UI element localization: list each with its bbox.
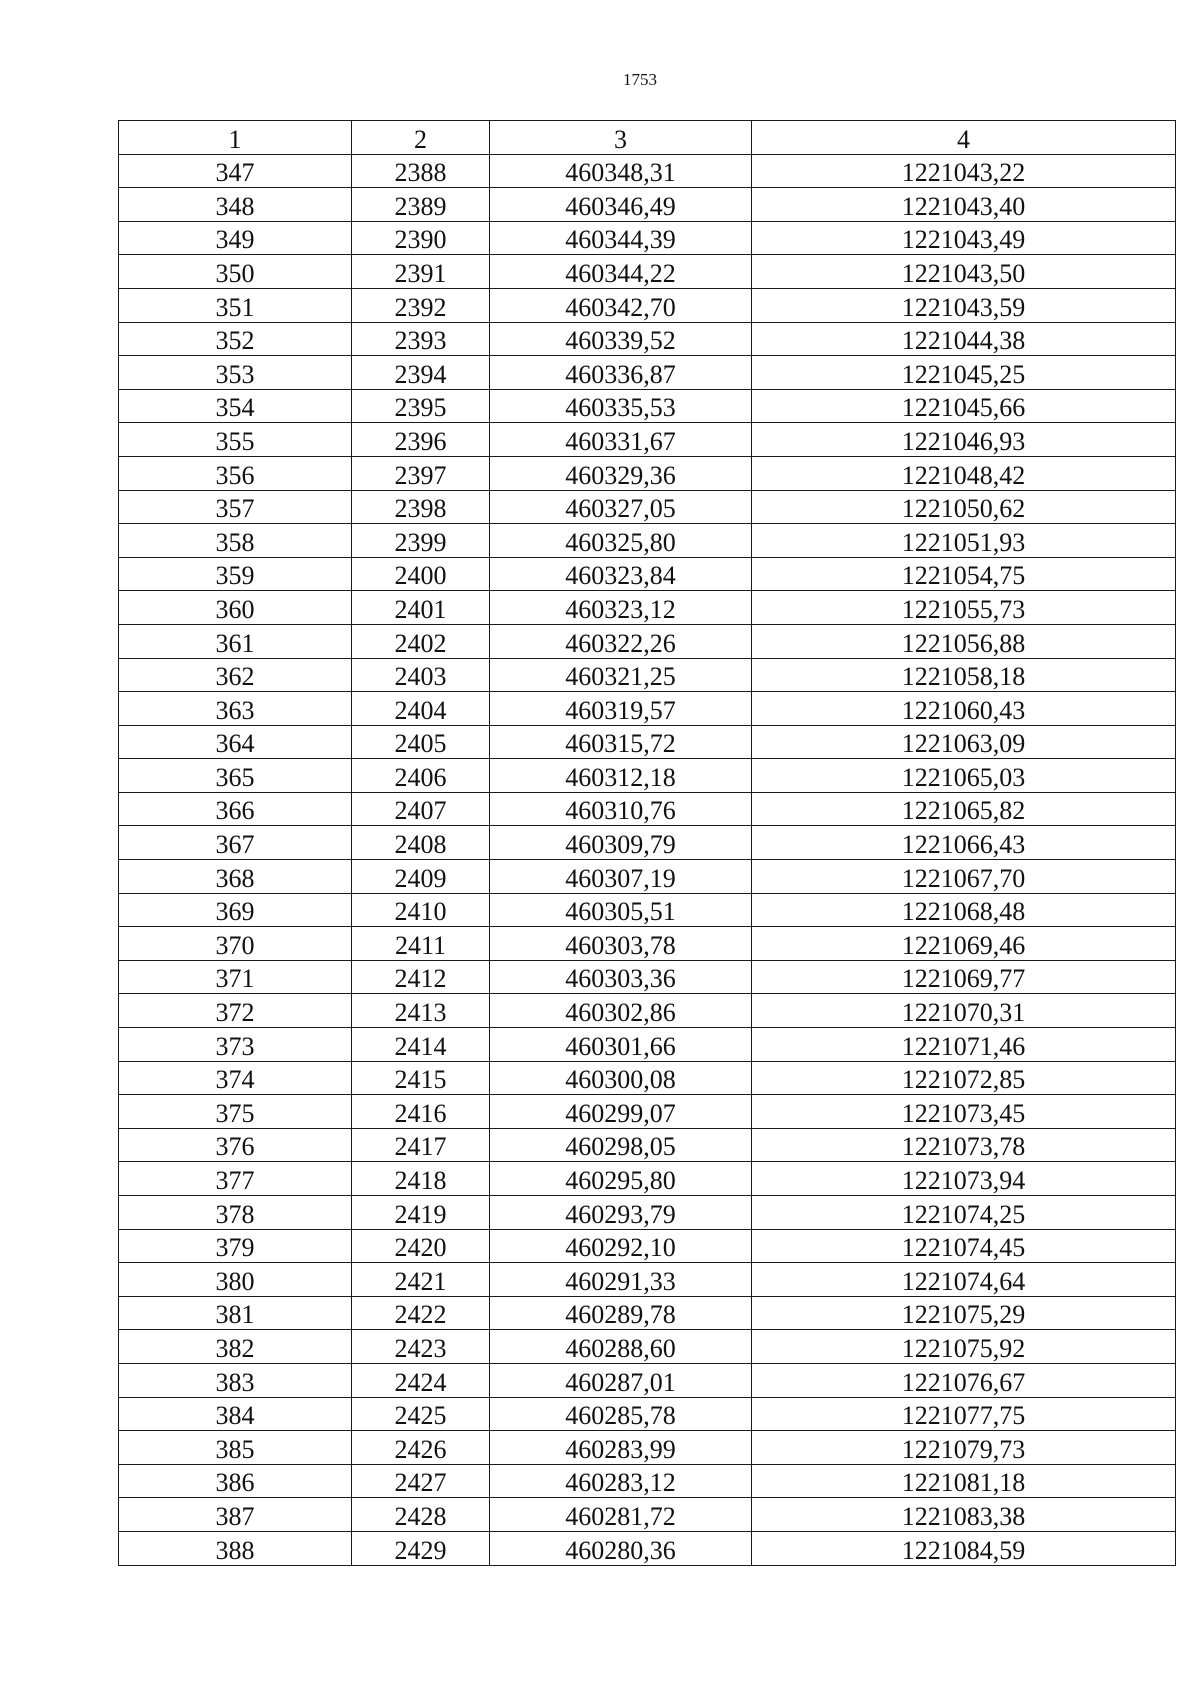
table-row — [119, 255, 1176, 289]
point-number-cell: 369 — [119, 893, 352, 927]
column-header-4: 4 — [752, 121, 1176, 155]
point-number-cell: 375 — [119, 1095, 352, 1129]
point-id-cell: 2392 — [352, 288, 490, 322]
coordinate-x-cell: 460336,87 — [490, 356, 752, 390]
coordinate-x-cell: 460301,66 — [490, 1028, 752, 1062]
point-number-cell: 377 — [119, 1162, 352, 1196]
coordinate-x-cell: 460302,86 — [490, 994, 752, 1028]
coordinate-x-cell: 460283,12 — [490, 1464, 752, 1498]
table-row — [119, 893, 1176, 927]
table-row — [119, 692, 1176, 726]
point-id-cell: 2425 — [352, 1397, 490, 1431]
coordinate-x-cell: 460346,49 — [490, 188, 752, 222]
point-number-cell: 384 — [119, 1397, 352, 1431]
point-number-cell: 347 — [119, 154, 352, 188]
table-row — [119, 658, 1176, 692]
table-row — [119, 456, 1176, 490]
point-number-cell: 353 — [119, 356, 352, 390]
coordinate-y-cell: 1221045,25 — [752, 356, 1176, 390]
coordinate-x-cell: 460295,80 — [490, 1162, 752, 1196]
coordinate-x-cell: 460339,52 — [490, 322, 752, 356]
coordinate-y-cell: 1221043,22 — [752, 154, 1176, 188]
table-row — [119, 1431, 1176, 1465]
point-number-cell: 368 — [119, 860, 352, 894]
coordinate-x-cell: 460327,05 — [490, 490, 752, 524]
coordinate-y-cell: 1221065,82 — [752, 792, 1176, 826]
point-number-cell: 376 — [119, 1128, 352, 1162]
point-id-cell: 2388 — [352, 154, 490, 188]
coordinate-x-cell: 460283,99 — [490, 1431, 752, 1465]
coordinate-y-cell: 1221060,43 — [752, 692, 1176, 726]
page-number: 1753 — [623, 70, 657, 89]
point-number-cell: 352 — [119, 322, 352, 356]
point-number-cell: 386 — [119, 1464, 352, 1498]
point-number-cell: 367 — [119, 826, 352, 860]
table-body — [119, 154, 1176, 1565]
table-row — [119, 1363, 1176, 1397]
table-row — [119, 826, 1176, 860]
coordinates-table — [118, 120, 1176, 1566]
point-number-cell: 348 — [119, 188, 352, 222]
coordinate-x-cell: 460287,01 — [490, 1363, 752, 1397]
coordinate-y-cell: 1221043,59 — [752, 288, 1176, 322]
point-id-cell: 2407 — [352, 792, 490, 826]
table-row — [119, 288, 1176, 322]
coordinate-y-cell: 1221055,73 — [752, 591, 1176, 625]
point-number-cell: 374 — [119, 1061, 352, 1095]
table-header-row — [119, 121, 1176, 155]
table-row — [119, 1296, 1176, 1330]
table-row — [119, 322, 1176, 356]
coordinate-y-cell: 1221081,18 — [752, 1464, 1176, 1498]
coordinate-x-cell: 460323,84 — [490, 557, 752, 591]
table-row — [119, 490, 1176, 524]
coordinate-y-cell: 1221073,45 — [752, 1095, 1176, 1129]
point-number-cell: 370 — [119, 927, 352, 961]
coordinate-y-cell: 1221076,67 — [752, 1363, 1176, 1397]
table-header — [119, 121, 1176, 155]
coordinate-y-cell: 1221051,93 — [752, 524, 1176, 558]
point-id-cell: 2424 — [352, 1363, 490, 1397]
point-number-cell: 382 — [119, 1330, 352, 1364]
table-row — [119, 1028, 1176, 1062]
coordinate-y-cell: 1221073,78 — [752, 1128, 1176, 1162]
coordinate-y-cell: 1221043,50 — [752, 255, 1176, 289]
table-row — [119, 188, 1176, 222]
point-number-cell: 378 — [119, 1196, 352, 1230]
coordinate-y-cell: 1221045,66 — [752, 389, 1176, 423]
point-id-cell: 2393 — [352, 322, 490, 356]
coordinate-y-cell: 1221044,38 — [752, 322, 1176, 356]
coordinate-x-cell: 460280,36 — [490, 1531, 752, 1565]
point-number-cell: 357 — [119, 490, 352, 524]
point-id-cell: 2423 — [352, 1330, 490, 1364]
coordinate-x-cell: 460285,78 — [490, 1397, 752, 1431]
point-id-cell: 2408 — [352, 826, 490, 860]
point-id-cell: 2406 — [352, 759, 490, 793]
coordinate-y-cell: 1221063,09 — [752, 725, 1176, 759]
table-row — [119, 960, 1176, 994]
point-id-cell: 2411 — [352, 927, 490, 961]
point-id-cell: 2391 — [352, 255, 490, 289]
point-number-cell: 373 — [119, 1028, 352, 1062]
column-header-2: 2 — [352, 121, 490, 155]
coordinate-x-cell: 460309,79 — [490, 826, 752, 860]
coordinate-y-cell: 1221048,42 — [752, 456, 1176, 490]
point-number-cell: 379 — [119, 1229, 352, 1263]
coordinate-x-cell: 460300,08 — [490, 1061, 752, 1095]
point-number-cell: 380 — [119, 1263, 352, 1297]
point-number-cell: 351 — [119, 288, 352, 322]
table-row — [119, 356, 1176, 390]
table-row — [119, 624, 1176, 658]
point-id-cell: 2390 — [352, 221, 490, 255]
point-number-cell: 383 — [119, 1363, 352, 1397]
table-row — [119, 792, 1176, 826]
coordinate-y-cell: 1221043,49 — [752, 221, 1176, 255]
coordinate-y-cell: 1221075,92 — [752, 1330, 1176, 1364]
coordinate-y-cell: 1221074,45 — [752, 1229, 1176, 1263]
point-number-cell: 385 — [119, 1431, 352, 1465]
point-id-cell: 2421 — [352, 1263, 490, 1297]
point-id-cell: 2412 — [352, 960, 490, 994]
point-number-cell: 350 — [119, 255, 352, 289]
coordinate-x-cell: 460305,51 — [490, 893, 752, 927]
point-number-cell: 362 — [119, 658, 352, 692]
table-row — [119, 557, 1176, 591]
point-number-cell: 364 — [119, 725, 352, 759]
point-number-cell: 371 — [119, 960, 352, 994]
table-row — [119, 524, 1176, 558]
point-id-cell: 2417 — [352, 1128, 490, 1162]
coordinate-x-cell: 460303,36 — [490, 960, 752, 994]
point-id-cell: 2415 — [352, 1061, 490, 1095]
coordinate-x-cell: 460303,78 — [490, 927, 752, 961]
point-number-cell: 363 — [119, 692, 352, 726]
point-id-cell: 2389 — [352, 188, 490, 222]
point-id-cell: 2402 — [352, 624, 490, 658]
table-row — [119, 1330, 1176, 1364]
coordinate-y-cell: 1221068,48 — [752, 893, 1176, 927]
point-id-cell: 2404 — [352, 692, 490, 726]
point-id-cell: 2410 — [352, 893, 490, 927]
coordinate-y-cell: 1221069,46 — [752, 927, 1176, 961]
point-id-cell: 2420 — [352, 1229, 490, 1263]
coordinate-x-cell: 460299,07 — [490, 1095, 752, 1129]
point-id-cell: 2418 — [352, 1162, 490, 1196]
coordinate-y-cell: 1221074,64 — [752, 1263, 1176, 1297]
coordinate-x-cell: 460323,12 — [490, 591, 752, 625]
coordinate-y-cell: 1221056,88 — [752, 624, 1176, 658]
coordinate-y-cell: 1221066,43 — [752, 826, 1176, 860]
point-number-cell: 366 — [119, 792, 352, 826]
coordinate-y-cell: 1221071,46 — [752, 1028, 1176, 1062]
coordinate-y-cell: 1221065,03 — [752, 759, 1176, 793]
point-number-cell: 361 — [119, 624, 352, 658]
table-row — [119, 1263, 1176, 1297]
table-row — [119, 759, 1176, 793]
point-id-cell: 2428 — [352, 1498, 490, 1532]
coordinate-y-cell: 1221054,75 — [752, 557, 1176, 591]
coordinate-y-cell: 1221072,85 — [752, 1061, 1176, 1095]
table-row — [119, 389, 1176, 423]
coordinate-x-cell: 460312,18 — [490, 759, 752, 793]
table-row — [119, 154, 1176, 188]
table-row — [119, 221, 1176, 255]
table-row — [119, 994, 1176, 1028]
point-id-cell: 2427 — [352, 1464, 490, 1498]
coordinate-x-cell: 460289,78 — [490, 1296, 752, 1330]
point-id-cell: 2394 — [352, 356, 490, 390]
point-id-cell: 2416 — [352, 1095, 490, 1129]
coordinate-y-cell: 1221073,94 — [752, 1162, 1176, 1196]
coordinate-x-cell: 460307,19 — [490, 860, 752, 894]
point-number-cell: 360 — [119, 591, 352, 625]
table-row — [119, 1162, 1176, 1196]
table-row — [119, 1061, 1176, 1095]
coordinate-x-cell: 460329,36 — [490, 456, 752, 490]
point-number-cell: 365 — [119, 759, 352, 793]
point-number-cell: 388 — [119, 1531, 352, 1565]
coordinate-x-cell: 460322,26 — [490, 624, 752, 658]
table-row — [119, 1397, 1176, 1431]
point-id-cell: 2429 — [352, 1531, 490, 1565]
coordinate-y-cell: 1221043,40 — [752, 188, 1176, 222]
table-row — [119, 927, 1176, 961]
coordinate-x-cell: 460348,31 — [490, 154, 752, 188]
coordinate-x-cell: 460281,72 — [490, 1498, 752, 1532]
coordinate-y-cell: 1221046,93 — [752, 423, 1176, 457]
coordinate-x-cell: 460315,72 — [490, 725, 752, 759]
coordinate-x-cell: 460298,05 — [490, 1128, 752, 1162]
point-id-cell: 2405 — [352, 725, 490, 759]
table-row — [119, 1531, 1176, 1565]
table-row — [119, 860, 1176, 894]
point-number-cell: 355 — [119, 423, 352, 457]
point-number-cell: 387 — [119, 1498, 352, 1532]
column-header-1: 1 — [119, 121, 352, 155]
coordinate-y-cell: 1221083,38 — [752, 1498, 1176, 1532]
coordinate-x-cell: 460292,10 — [490, 1229, 752, 1263]
point-id-cell: 2398 — [352, 490, 490, 524]
table-row — [119, 1095, 1176, 1129]
point-number-cell: 358 — [119, 524, 352, 558]
point-id-cell: 2403 — [352, 658, 490, 692]
column-header-3: 3 — [490, 121, 752, 155]
coordinate-y-cell: 1221075,29 — [752, 1296, 1176, 1330]
table-row — [119, 591, 1176, 625]
table-row — [119, 725, 1176, 759]
coordinate-y-cell: 1221058,18 — [752, 658, 1176, 692]
table-row — [119, 1229, 1176, 1263]
coordinate-y-cell: 1221079,73 — [752, 1431, 1176, 1465]
coordinate-x-cell: 460310,76 — [490, 792, 752, 826]
coordinate-y-cell: 1221069,77 — [752, 960, 1176, 994]
point-number-cell: 381 — [119, 1296, 352, 1330]
point-id-cell: 2422 — [352, 1296, 490, 1330]
point-id-cell: 2397 — [352, 456, 490, 490]
coordinate-y-cell: 1221050,62 — [752, 490, 1176, 524]
coordinate-y-cell: 1221084,59 — [752, 1531, 1176, 1565]
point-id-cell: 2426 — [352, 1431, 490, 1465]
coordinate-x-cell: 460342,70 — [490, 288, 752, 322]
coordinate-x-cell: 460344,22 — [490, 255, 752, 289]
coordinate-y-cell: 1221074,25 — [752, 1196, 1176, 1230]
table-row — [119, 1128, 1176, 1162]
coordinate-x-cell: 460344,39 — [490, 221, 752, 255]
coordinate-y-cell: 1221070,31 — [752, 994, 1176, 1028]
coordinate-y-cell: 1221067,70 — [752, 860, 1176, 894]
point-id-cell: 2400 — [352, 557, 490, 591]
coordinate-x-cell: 460293,79 — [490, 1196, 752, 1230]
point-id-cell: 2395 — [352, 389, 490, 423]
point-id-cell: 2413 — [352, 994, 490, 1028]
point-id-cell: 2396 — [352, 423, 490, 457]
point-id-cell: 2414 — [352, 1028, 490, 1062]
table-row — [119, 1196, 1176, 1230]
point-id-cell: 2401 — [352, 591, 490, 625]
coordinate-y-cell: 1221077,75 — [752, 1397, 1176, 1431]
point-id-cell: 2419 — [352, 1196, 490, 1230]
coordinate-x-cell: 460331,67 — [490, 423, 752, 457]
coordinate-x-cell: 460335,53 — [490, 389, 752, 423]
table-row — [119, 423, 1176, 457]
coordinate-x-cell: 460321,25 — [490, 658, 752, 692]
point-id-cell: 2409 — [352, 860, 490, 894]
coordinate-x-cell: 460288,60 — [490, 1330, 752, 1364]
table-row — [119, 1498, 1176, 1532]
table-row — [119, 1464, 1176, 1498]
point-number-cell: 354 — [119, 389, 352, 423]
coordinate-x-cell: 460319,57 — [490, 692, 752, 726]
coordinate-x-cell: 460291,33 — [490, 1263, 752, 1297]
point-id-cell: 2399 — [352, 524, 490, 558]
point-number-cell: 359 — [119, 557, 352, 591]
coordinate-x-cell: 460325,80 — [490, 524, 752, 558]
point-number-cell: 372 — [119, 994, 352, 1028]
point-number-cell: 356 — [119, 456, 352, 490]
point-number-cell: 349 — [119, 221, 352, 255]
